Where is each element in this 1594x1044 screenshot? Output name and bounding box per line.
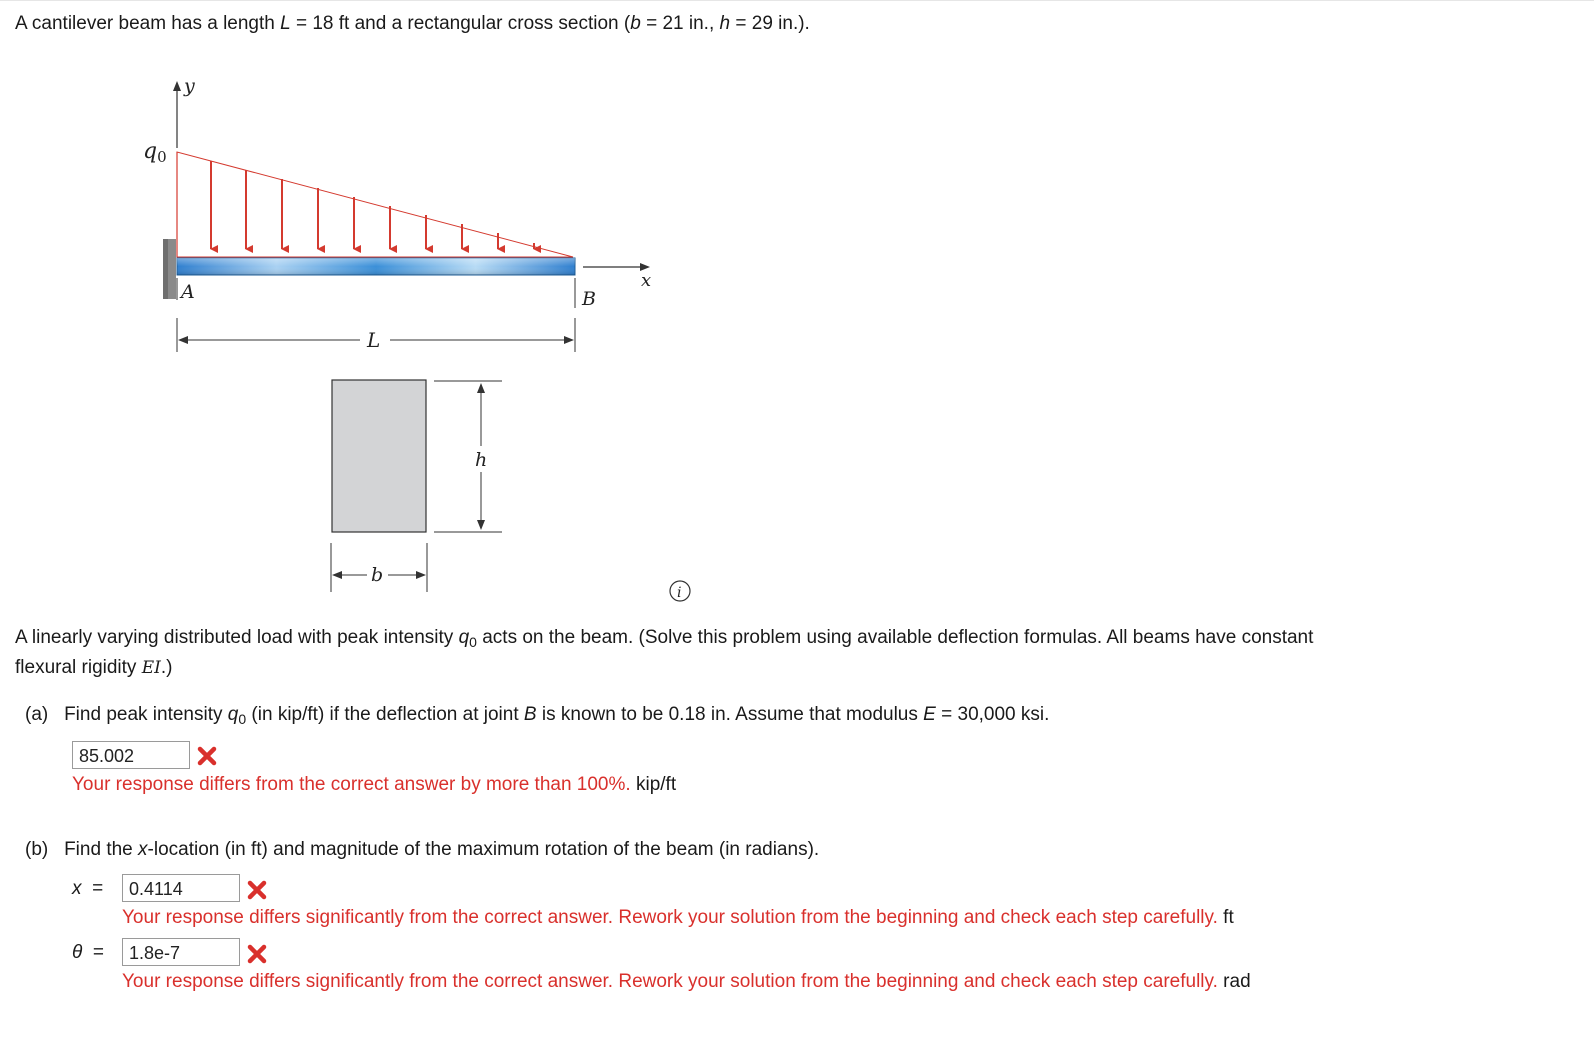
h-arrow-bottom (477, 520, 485, 530)
part-a-unit: kip/ft (635, 774, 677, 795)
part-b-x-unit: ft (1223, 907, 1234, 928)
part-b-question: (b) Find the x-location (in ft) and magnitude of the maximum rotation of the beam (in radians). (25, 839, 820, 860)
A-label: A (181, 281, 195, 303)
part-a-answer-input[interactable]: 85.002 (72, 741, 190, 769)
part-a-feedback: Your response differs from the correct answer by more than 100%. kip/ft (72, 774, 677, 795)
L-label: L (367, 328, 381, 352)
problem-description-line2: flexural rigidity EI.) (15, 657, 173, 678)
wrong-icon (246, 879, 268, 901)
info-icon[interactable] (670, 581, 690, 601)
L-arrow-left (178, 336, 188, 344)
b-arrow-left (332, 571, 342, 579)
problem-description-line1: A linearly varying distributed load with peak intensity $q_0$ acts on the beam. (Solve this problem using available deflection formulas. All beams have constant (15, 627, 1314, 650)
wall-shade (163, 239, 168, 299)
b-arrow-right (416, 571, 426, 579)
x-axis-label: x (641, 270, 652, 291)
L-arrow-right (564, 336, 574, 344)
cross-section (332, 380, 426, 532)
wrong-icon (196, 745, 218, 767)
part-b-theta-unit: rad (1223, 971, 1251, 992)
part-b-theta-feedback: Your response differs significantly from the correct answer. Rework your solution from the beginning and check each step carefully. rad (122, 971, 1251, 992)
load-triangle (177, 152, 573, 257)
B-label: B (582, 288, 596, 310)
x-answer-label: x = (72, 878, 104, 899)
part-b-x-feedback: Your response differs significantly from the correct answer. Rework your solution from the beginning and check each step carefully. ft (122, 907, 1234, 928)
b-label: b (371, 564, 384, 586)
h-arrow-top (477, 383, 485, 393)
part-a-question: (a) Find peak intensity $q_0$ (in kip/ft) if the deflection at joint B is known to be 0.18 in. Assume that modulus E = 30,000 ksi. (25, 704, 1050, 727)
beam-shading (177, 258, 575, 275)
wrong-icon (246, 943, 268, 965)
problem-intro: A cantilever beam has a length L = 18 ft and a rectangular cross section (b = 21 in., h = 29 in.). (15, 13, 810, 34)
h-label: h (475, 449, 488, 471)
theta-answer-label: θ = (72, 942, 104, 963)
y-axis-arrowhead (173, 81, 181, 91)
part-b-theta-answer-input[interactable]: 1.8e-7 (122, 938, 240, 966)
part-b-x-answer-input[interactable]: 0.4114 (122, 874, 240, 902)
svg-text:i: i (677, 585, 682, 601)
y-axis-label: y (184, 75, 195, 97)
q0-label: q0 (143, 139, 167, 166)
